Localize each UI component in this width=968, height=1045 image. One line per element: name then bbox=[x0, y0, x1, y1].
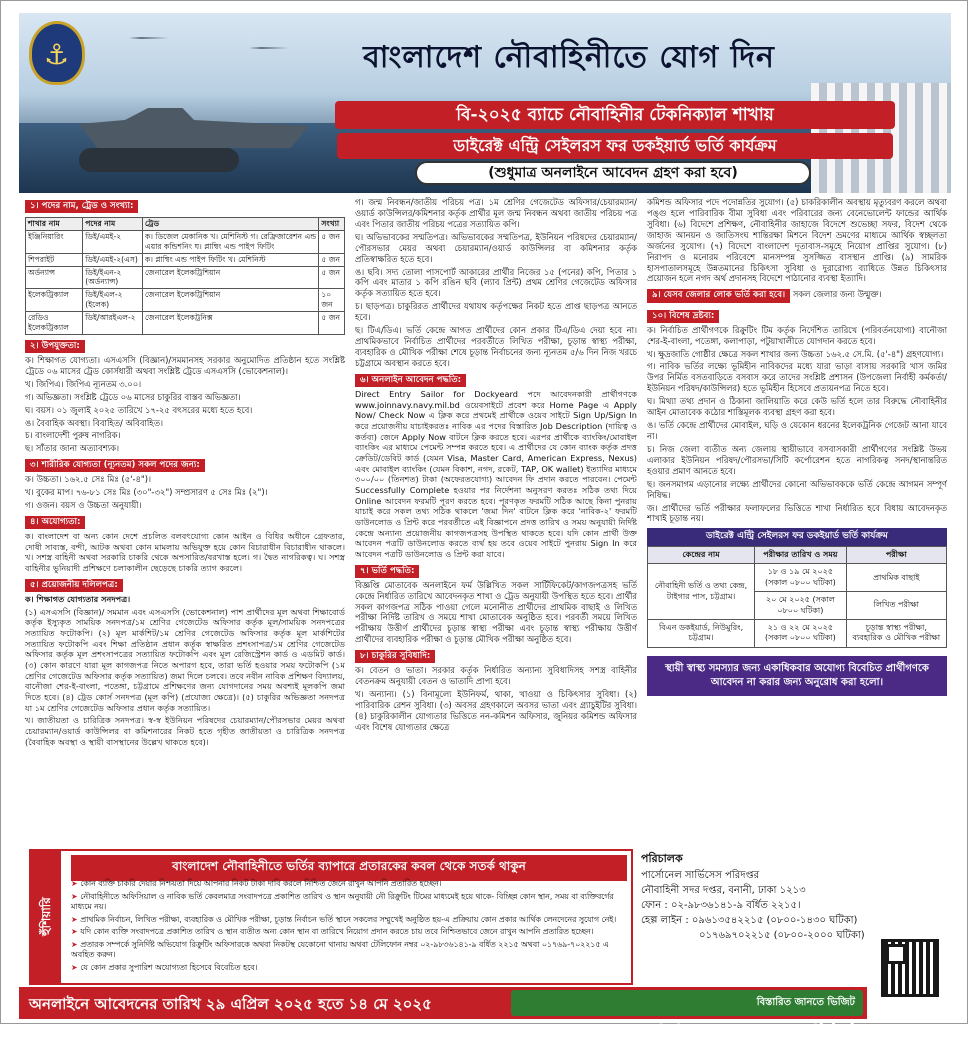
table-cell: অর্ডন্যান্স bbox=[26, 266, 83, 289]
table-cell: জেনারেল ইলেকট্রিশিয়ান bbox=[142, 289, 318, 312]
bullet-icon: ➤ bbox=[71, 939, 81, 949]
section-heading: ১। পদের নাম, ট্রেড ও সংখ্যা: bbox=[25, 200, 138, 213]
paragraph: সকল জেলার জন্য উন্মুক্ত। bbox=[792, 289, 882, 300]
table-cell: ক। প্লাম্বিং এন্ড পাইপ ফিটিং খ। মেশিনিস্ট bbox=[142, 253, 318, 266]
bullet-icon: ➤ bbox=[71, 914, 81, 924]
bullet-icon: ➤ bbox=[71, 879, 81, 888]
list-item: ছ। সাঁতার জানা অত্যাবশ্যক। bbox=[25, 443, 119, 454]
table-cell: প্রাথমিক বাছাই bbox=[846, 564, 946, 592]
posts-table bbox=[25, 217, 345, 335]
section-heading: ৯। যেসব জেলার লোক ভর্তি করা হবে। bbox=[647, 289, 790, 302]
table-cell: ১৮ ও ১৯ মে ২০২৫ (সকাল ০৮০০ ঘটিকা) bbox=[755, 564, 847, 592]
contact-address: নৌবাহিনী সদর দপ্তর, বনানী, ঢাকা ১২১৩ bbox=[641, 884, 806, 896]
paragraph: ঙ। ছবি। সদ্য তোলা পাসপোর্ট আকারের প্রার্থীর নিজের ১৫ (পনের) কপি, পিতার ১ কপি এবং মাতার ১ কপি রঙিন ছবি (ল্যাব প্রিন্ট) প্রথম শ্রেণির গেজেটেড অফিসার কর্তৃক সত্যায়িত হতে হবে। bbox=[355, 266, 637, 299]
table-cell: ডিই/ইএন-২ (অর্ডন্যান্স) bbox=[83, 266, 143, 289]
table-cell: ডিই/এমই-২ bbox=[83, 231, 143, 254]
section-heading: ৮। চাকুরির সুবিধাদি: bbox=[355, 650, 435, 663]
table-header: সংখ্যা bbox=[319, 218, 345, 231]
table-row bbox=[26, 289, 345, 312]
table-cell: ডিই/ইএল-২ (ইলেক) bbox=[83, 289, 143, 312]
qr-code-icon[interactable] bbox=[881, 939, 939, 997]
section-heading: ৫। প্রয়োজনীয় দলিলপত্র: bbox=[25, 579, 123, 592]
contact-role: পরিচালক bbox=[641, 852, 683, 865]
paragraph: (১) এসএসসি (বিজ্ঞান)/ সমমান এবং এসএসসি (ভোকেশনাল) পাশ প্রার্থীদের মূল অথবা শিক্ষাবোর্ড কর্তৃক ইস্যুকৃত সাময়িক সনদপত্র/১ম শ্রেণির গেজেটেড অফিসার কর্তৃক মূল/সাময়িক সনদপত্রের সত্যায়িত ফটোকপি। (২) মূল মার্কশিট/১ম শ্রেণির গেজেটেড অফিসার কর্তৃক মূল মার্কশিটের সত্যায়িত ফটোকপি এবং শিক্ষা প্রতিষ্ঠান প্রধান কর্তৃক স্বাক্ষরিত প্রশংসাপত্র/১ম শ্রেণির গেজেটেড অফিসার কর্তৃক মূল প্রশংসাপত্রের সত্যায়িত ফটোকপি এবং মূল রেজিস্ট্রেশন কার্ড ও এডমিট কার্ড। (৩) কোন কারণে যারা মূল কাগজপত্র নিতে অপারগ হবে, তারা ভর্তি হওয়ার সময় ফটোকপি (১ম শ্রেণির গেজেটেড অফিসার কর্তৃক সত্যায়িত) জমা দিলে চলবে। তবে নবীন নাবিক প্রশিক্ষণ বিদ্যালয়, বানৌজা শের-ই-বাংলা, পতেঙ্গা, চট্টগ্রামে প্রশিক্ষণের জন্য যোগদানের সময় অবশ্যই মূলকপি জমা দিতে হবে। (৪) ট্রেড কোর্স সনদপত্র (মূল কপি) (প্রযোজ্য ক্ষেত্রে)। (৫) চাকুরির অভিজ্ঞতা সনদপত্র যা ১ম শ্রেণির গেজেটেড অফিসার প্রধান কর্তৃক সত্যায়িত। bbox=[25, 606, 345, 713]
table-cell: ৫ জন bbox=[319, 253, 345, 266]
warning-text: যদি কোন ব্যক্তি সংবাদপত্রে প্রকাশিত তারিখ ও স্থান ব্যতীত অন্য কোন স্থান বা তারিখে নিয়োগ প্রদান করতে চায় তবে নিশ্চিতভাবে জেনে রাখুন আপনি প্রতারিত হচ্ছেন। bbox=[80, 927, 594, 937]
table-cell: ১০ জন bbox=[319, 289, 345, 312]
section-heading: ৭। ভর্তি পদ্ধতি: bbox=[355, 565, 419, 578]
table-cell: ৫ জন bbox=[319, 231, 345, 254]
list-item: খ। বুকের মাপ। ৭৬-৮১ সেঃ মিঃ (৩০"-৩২") সম্প্রসারণ ৫ সেঃ মিঃ (২")। bbox=[25, 487, 268, 498]
table-cell: লিখিত পরীক্ষা bbox=[846, 592, 946, 620]
table-cell: ৫ জন bbox=[319, 266, 345, 289]
website-banner bbox=[511, 990, 863, 1039]
subtitle-online-only: (শুধুমাত্র অনলাইনে আবেদন গ্রহণ করা হবে) bbox=[415, 161, 811, 185]
table-cell: ডিই/এমই-২(এস) bbox=[83, 253, 143, 266]
application-dates: অনলাইনে আবেদনের তারিখ ২৯ এপ্রিল ২০২৫ হতে ১৪ মে ২০২৫ bbox=[29, 995, 432, 1013]
contact-hotline: হেল্প লাইন : ০৯৬১৩৫৪২২১৫ (০৮০০-১৪৩০ ঘটিকা) bbox=[641, 914, 858, 926]
paragraph: Direct Entry Sailor for Dockyeard পদে আবেদনকারী প্রার্থীগণকে www.joinnavy.navy.mil.bd ওয়েবসাইটে প্রবেশ করে Home Page এ Apply Now/ Check Now এ ক্লিক করে প্রথমেই প্রার্থীকে ওয়েব সাইটে Sign Up/Sign In করে প্রয়োজনীয় যাচাইকরতঃ নাবিক এর পদের বিস্তারিত Job Description (দায়িত্ব ও কর্তব্য) জেনে Apply Now বাটনে ক্লিক করতে হবে। এরপর প্রার্থীকে ব্যাংকিং/মোবাইল ব্যাংকিং এর মাধ্যমে পেমেন্ট সম্পন্ন করতে হবে। এ প্রার্থীদের যে কোন ব্যাংক কর্তৃক প্রদত্ত ক্রেডিট/ডেবিট কার্ড (যেমন Visa, Master Card, American Express, Nexus) এবং মোবাইল ব্যাংকিং (যেমন বিকাশ, নগদ, রকেট, TAP, OK wallet) ইত্যাদির মাধ্যমে ৩০০/০০ (তিনশত) টাকা (অফেরতযোগ্য) আবেদন ফি প্রদান করতে পারবেন। পেমেন্ট Successfully Complete হওয়ার পর নির্দেশনা অনুসরণ করতঃ সঠিক তথ্য দিয়ে Online আবেদন ফরমটি পূরণ করতে হবে। পূরণকৃত ফরমটি সঠিক আছে কিনা পুনরায় যাচাই করে সকল তথ্য সঠিক থাকলে 'জমা দিন' বাটনে ক্লিক করে 'নাবিক-২' ফরমটি ডাউনলোড ও প্রিন্ট করে পরবর্তীতে এই বিজ্ঞাপনে প্রদত্ত তারিখ ও সময় অনুযায়ী নির্দিষ্ট কেন্দ্রে অন্যান্য প্রয়োজনীয় কাগজপত্রসহ উপস্থিত থাকতে হবে। যদি কোন প্রার্থী উক্ত আবেদন পত্রটি ডাউনলোড করতে ব্যর্থ হয় তবে ওয়েব সাইটে পুনরায় Sign In করে আবেদন পত্রটি ডাউনলোড ও প্রিন্ট করা যাবে। bbox=[355, 389, 637, 559]
list-item bbox=[71, 940, 627, 961]
table-header: ট্রেড bbox=[142, 218, 318, 231]
table-cell: রেডিও ইলেকট্রিক্যাল bbox=[26, 312, 83, 335]
anchor-icon: ⚓ bbox=[44, 38, 70, 71]
section-heading: ২। উপযুক্ততা: bbox=[25, 340, 85, 353]
section-heading: ৩। শারীরিক যোগ্যতা (ন্যূনতম) সকল পদের জন্য: bbox=[25, 459, 205, 472]
section-heading: ৪। অযোগ্যতা: bbox=[25, 516, 85, 529]
warship-image bbox=[79, 108, 309, 148]
column-1 bbox=[25, 197, 345, 512]
list-item bbox=[71, 915, 627, 926]
table-header: শাখার নাম bbox=[26, 218, 83, 231]
list-item: ক। নির্বাচিত প্রার্থীগণকে রিক্রুটিং টিম কর্তৃক নির্দেশিত তারিখে (পরিবর্তনযোগ্য) বানৌজা শের-ই-বাংলা, পতেঙ্গা, কলাপাড়া, পটুয়াখালীতে যোগদান করতে হবে। bbox=[647, 324, 947, 346]
list-item bbox=[71, 892, 627, 913]
table-row bbox=[26, 253, 345, 266]
aircraft-icon bbox=[129, 33, 169, 43]
table-header: পরীক্ষা bbox=[846, 547, 946, 564]
table-cell: ক। ডিজেল মেকানিক খ। মেশিনিস্ট গ। রেফ্রিজারেশন এন্ড এয়ার কন্ডিশনিং ঘ। প্লাম্বিং এন্ড পাইপ ফিটিং bbox=[142, 231, 318, 254]
contact-phone: ফোন : ০২-৯৮৩৬১৪১-৯ বর্ধিত ২২১৫। bbox=[641, 899, 801, 911]
list-item bbox=[71, 879, 627, 890]
list-item: ক। শিক্ষাগত যোগ্যতা। এসএসসি (বিজ্ঞান)/সমমানসহ সরকার অনুমোদিত প্রতিষ্ঠান হতে সংশ্লিষ্ট ট্রেডে ০৬ মাসের ট্রেড কোর্সধারী অথবা সংশ্লিষ্ট ট্রেডে এসএসসি (ভোকেশনাল)। bbox=[25, 354, 345, 376]
table-cell: ইঞ্জিনিয়ারিং bbox=[26, 231, 83, 254]
paragraph: ক। বেতন ও ভাতা। সরকার কর্তৃক নির্ধারিত অন্যান্য সুবিধাদিসহ সশস্ত্র বাহিনীর বেতনক্রম অনুযায়ী বেতন ও ভাতাদি প্রাপ্য হবে। bbox=[355, 665, 637, 687]
paragraph: ছ। টিএ/ডিএ। ভর্তি কেন্দ্রে আগত প্রার্থীদের কোন প্রকার টিএ/ডিএ দেয়া হবে না। প্রাথমিকভাবে নির্বাচিত প্রার্থীদের পরবর্তীতে লিখিত পরীক্ষা, চূড়ান্ত স্বাস্থ্য পরীক্ষা, ব্যবহারিক ও মৌখিক পরীক্ষা শেষে চূড়ান্ত নির্বাচনের জন্য ন্যূনতম ৫/৬ দিন নিজ খরচে চট্টগ্রামে অবস্থান করতে হবে। bbox=[355, 325, 637, 368]
list-item bbox=[71, 927, 627, 938]
table-row bbox=[26, 266, 345, 289]
list-item: ঘ। মিথ্যা তথ্য প্রদান ও ঠিকানা জালিয়াতি করে কেউ ভর্তি হলে তার বিরুদ্ধে নৌবাহিনীর আইন মোতাবেক কঠোর শাস্তিমূলক ব্যবস্থা গ্রহণ করা হবে। bbox=[647, 396, 947, 418]
main-title: বাংলাদেশ নৌবাহিনীতে যোগ দিন bbox=[363, 40, 775, 75]
footer-bar bbox=[19, 987, 867, 1039]
list-item: খ। ক্ষুদ্রজাতি গোষ্ঠীর ক্ষেত্রে সকল শাখার জন্য উচ্চতা ১৬২.৫ সে.মি. (৫'-৪") গ্রহণযোগ্য। bbox=[647, 348, 944, 359]
list-item: চ। বাংলাদেশী পুরুষ নাগরিক। bbox=[25, 430, 121, 441]
table-cell: ২১ ও ২২ মে ২০২৫ (সকাল ০৮০০ ঘটিকা) bbox=[755, 620, 847, 648]
paragraph: খ। জাতীয়তা ও চারিত্রিক সনদপত্র। স্ব-স্ব ইউনিয়ন পরিষদের চেয়ারম্যান/পৌরসভার মেয়র অথবা চেয়ারম্যান/ওয়ার্ড কাউন্সিলর বা কমিশনারের নিকট হতে গৃহীত জাতীয়তা ও চারিত্রিক সনদপত্র (বৈবাহিক অবস্থা ও স্থায়ী বাসস্থানের উল্লেখ থাকতে হবে)। bbox=[25, 715, 345, 747]
submarine-image bbox=[79, 148, 239, 172]
column-2 bbox=[355, 197, 637, 837]
paragraph: গ। জন্ম নিবন্ধন/জাতীয় পরিচয় পত্র। ১ম শ্রেণির গেজেটেড অফিসার/চেয়ারম্যান/ওয়ার্ড কাউন্সিলর/কমিশনার কর্তৃক প্রার্থীর মূল জন্ম নিবন্ধন অথবা জাতীয় পরিচয় পত্র এবং পিতার জাতীয় পরিচয় পত্রের সত্যায়িত কপি। bbox=[355, 197, 637, 229]
table-cell: শিপরাইট bbox=[26, 253, 83, 266]
bullet-icon: ➤ bbox=[71, 891, 81, 901]
contact-dept: পার্সোনেল সার্ভিসেস পরিদপ্তর bbox=[641, 869, 760, 881]
list-item: ঙ। ভর্তি কেন্দ্রে প্রার্থীদের মোবাইল, ঘড়ি ও যেকোন ধরনের ইলেকট্রনিক গেজেট আনা যাবে না। bbox=[647, 420, 947, 442]
schedule-title: ডাইরেক্ট এন্ট্রি সেইলরস ফর ডকইয়ার্ড ভর্তি কার্যক্রম bbox=[647, 528, 947, 546]
table-row bbox=[26, 231, 345, 254]
list-item: ছ। জনসমাগম এড়ানোর লক্ষ্যে প্রার্থীদের কোনো অভিভাবককে ভর্তি কেন্দ্রে আগমন সম্পূর্ণ নিষিদ্ধ। bbox=[647, 478, 947, 500]
table-cell: জেনারেল ইলেকট্রনিক্স bbox=[142, 312, 318, 335]
warning-title: বাংলাদেশ নৌবাহিনীতে ভর্তির ব্যাপারে প্রতারকের কবল থেকে সতর্ক থাকুন bbox=[71, 855, 627, 881]
table-cell: ২০ মে ২০২৫ (সকাল ০৮০০ ঘটিকা) bbox=[755, 592, 847, 620]
paragraph: খ। অন্যান্য। (১) বিনামূল্যে ইউনিফর্ম, থাকা, খাওয়া ও চিকিৎসার সুবিধা। (২) পারিবারিক রেশন সুবিধা। (৩) অবসর গ্রহণকালে অবসর ভাতা এবং গ্র্যাচুইটির সুবিধা। (৪) চাকুরিকালীন যোগ্যতার ভিত্তিতে নন-কমিশন অফিসার, জুনিয়র কমিশন্ড অফিসার এবং বিশেষ যোগ্যতার ক্ষেত্রে bbox=[355, 689, 637, 732]
table-row bbox=[26, 312, 345, 335]
navy-logo bbox=[29, 21, 85, 85]
paragraph: কমিশন্ড অফিসার পদে পদোন্নতির সুযোগ। (৫) চাকরিকালীন অবস্থায় মৃত্যুবরণ করলে অথবা পঙ্গু হলে পারিবারিক বীমা সুবিধা এবং পরিবারের জন্য বেনেভোলেন্ট ফান্ডের আর্থিক সুবিধা। (৬) বিদেশে প্রশিক্ষণ, নৌবাহিনীর জাহাজে বিদেশে শুভেচ্ছা সফর, বিদেশ থেকে জাহাজ আনয়ন ও জাতিসংঘ শান্তিরক্ষা মিশনে বিদেশ ভ্রমণের মাধ্যমে আর্থিক স্বচ্ছলতা অর্জনের সুযোগ। (৭) বিদেশে বাংলাদেশ দূতাবাস-সমূহে নিয়োগ প্রাপ্তির সুযোগ। (৮) নিরাপদ ও মনোরম পরিবেশে মানসম্পন্ন সুসজ্জিত বাসস্থান প্রাপ্তি। (৯) সামরিক হাসপাতালসমূহে উন্নতমানের চিকিৎসা সুবিধা ও দুরারোগ্য ব্যাধিতে উন্নত চিকিৎসার প্রয়োজন হলে নগদ অর্থ প্রদানসহ বিদেশে পাঠানোর ব্যবস্থা ইত্যাদি। bbox=[647, 197, 947, 284]
bullet-icon: ➤ bbox=[71, 962, 81, 972]
column-1-lower bbox=[25, 513, 345, 843]
list-item bbox=[71, 963, 627, 974]
subtitle-program: ডাইরেক্ট এন্ট্রি সেইলরস ফর ডকইয়ার্ড ভর্তি কার্যক্রম bbox=[337, 133, 893, 159]
table-row bbox=[648, 620, 947, 648]
fraud-warning-box bbox=[29, 849, 633, 985]
schedule-box bbox=[647, 528, 947, 647]
bullet-icon: ➤ bbox=[71, 927, 81, 937]
section-heading: ৬। অনলাইন আবেদন পদ্ধতি: bbox=[355, 374, 466, 387]
list-item: গ। অভিজ্ঞতা। সংশ্লিষ্ট ট্রেডে ০৬ মাসের চাকুরির বাস্তব অভিজ্ঞতা। bbox=[25, 391, 241, 402]
section-heading: ১০। বিশেষ দ্রষ্টব্য: bbox=[647, 310, 719, 323]
list-item: চ। নিজ জেলা ব্যতীত অন্য জেলায় স্থায়ীভাবে বসবাসকারী প্রার্থীগণের সংশ্লিষ্ট উভয় এলাকার ইউনিয়ন পরিষদ/পৌরসভা/সিটি কর্পোরেশন হতে নাগরিকত্ব সনদ/স্থানান্তরিত হওয়ার প্রমাণ আনতে হবে। bbox=[647, 443, 947, 476]
contact-block bbox=[641, 851, 871, 943]
table-cell: নৌবাহিনী ভর্তি ও তথ্য কেন্দ্র, টাইগার পাস, চট্টগ্রাম। bbox=[648, 564, 755, 620]
paragraph: ক। বাংলাদেশ বা অন্য কোন দেশে প্রচলিত বলবৎযোগ্য কোন আইন ও বিধির অধীনে গ্রেফতার, দোষী সাব্যস্ত, বন্দী, আটক অথবা কোন মামলায় অভিযুক্ত হয়ে কোন বিচারাধীন বিচারাধীন থাকলে। খ। সশস্ত্র বাহিনী অথবা সরকারি চাকরি থেকে অপসারিত/বরখাস্ত হলে। গ। দ্বৈত নাগরিকত্ব। ঘ। সশস্ত্র বাহিনীর ভুনিয়াদী প্রশিক্ষণে চলাকালীন ছেড়েছে চাকরি ত্যাগ করলে। bbox=[25, 531, 345, 574]
table-cell: জেনারেল ইলেকট্রিশিয়ান bbox=[142, 266, 318, 289]
table-cell: ৫ জন bbox=[319, 312, 345, 335]
warning-text: কোন ব্যক্তি চাকরি দেয়ার নিশ্চয়তা দিয়ে আপনার নিকট টাকা দাবি করলে নিশ্চিত জেনে রাখুন আপনি প্রতারিত হচ্ছেন। bbox=[80, 879, 442, 888]
warning-list bbox=[71, 879, 627, 975]
visit-label: বিস্তারিত জানতে ভিজিট করুন bbox=[581, 997, 855, 1037]
paragraph: ঘ। অভিভাবকের সম্মতিপত্র। অভিভাবকের সম্মতিপত্র, ইউনিয়ন পরিষদের চেয়ারম্যান/পৌরসভার মেয়র অথবা চেয়ারম্যান/ওয়ার্ড কাউন্সিলর বা কমিশনার কর্তৃক প্রতিস্বাক্ষরিত হতে হবে। bbox=[355, 231, 637, 264]
warning-text: প্রাথমিক নির্বাচন, লিখিত পরীক্ষা, ব্যবহারিক ও মৌখিক পরীক্ষা, চূড়ান্ত নির্বাচন ভর্তি স্থানে সকলের সম্মুখেই অনুষ্ঠিত হয়-এ প্রক্রিয়ায় কোন প্রকার আর্থিক লেনদেনের সুযোগ নেই। bbox=[80, 914, 617, 924]
subtitle-batch: বি-২০২৫ ব্যাচে নৌবাহিনীর টেকনিক্যাল শাখায় bbox=[335, 101, 895, 129]
warning-side-label: হুঁশিয়ারি bbox=[31, 851, 61, 983]
schedule-table bbox=[647, 546, 947, 648]
warning-text: যে কোন প্রকার সুপারিশ অযোগ্যতা হিসেবে বিবেচিত হবে। bbox=[80, 962, 258, 972]
list-item: ঘ। বয়স। ০১ জুলাই ২০২৫ তারিখে ১৭-২৫ বৎসরের মধ্যে হতে হবে। bbox=[25, 404, 253, 415]
paragraph: বিজ্ঞপ্তি মোতাবেক অনলাইনে ফর্ম উল্লিখিত সকল সার্টিফিকেট/কাগজপত্রসহ ভর্তি কেন্দ্রে নির্ধারিত তারিখে আবেদনকৃত শাখা ও ট্রেড অনুযায়ী উপস্থিত হতে হবে। প্রার্থীর সকল কাগজপত্র সঠিক পাওয়া গেলে মনোনীত প্রার্থীদের প্রাথমিক বাছাই ও লিখিত পরীক্ষা নির্দিষ্ট তারিখ ও সময়ে শাখা মোতাবেক অনুষ্ঠিত হবে। পরবর্তী সময়ে লিখিত পরীক্ষায় উত্তীর্ণ প্রার্থীদের চূড়ান্ত স্বাস্থ্য পরীক্ষা এবং চূড়ান্ত স্বাস্থ্য পরীক্ষায় উত্তীর্ণ প্রার্থীদের ব্যবহারিক পরীক্ষা ও চূড়ান্ত মৌখিক পরীক্ষা অনুষ্ঠিত হবে। bbox=[355, 579, 637, 645]
website-link[interactable]: www.joinnavy.navy.mil.bd bbox=[605, 1019, 855, 1039]
header-banner bbox=[19, 13, 951, 193]
table-header: পদের নাম bbox=[83, 218, 143, 231]
table-header: পরীক্ষার তারিখ ও সময় bbox=[755, 547, 847, 564]
warning-text: নৌবাহিনীতে অফিসিয়াল ও নাবিক ভর্তি কেবলমাত্র সংবাদপত্রে প্রকাশিত তারিখ ও স্থান অনুযায়ী নৌ রিক্রুটিং টিমের মাধ্যমেই হয়ে থাকে- বিচ্ছিন্ন কোন স্থান, সময় বা ব্যক্তিবর্গের মাধ্যমে নয়। bbox=[71, 891, 614, 912]
list-item: গ। ওজন। বয়স ও উচ্চতা অনুযায়ী। bbox=[25, 500, 142, 511]
list-item: জ। প্রার্থীদের ভর্তি পরীক্ষার ফলাফলের ভিত্তিতে শাখা নির্ধারিত হবে বিধায় আবেদনকৃত শাখাই চূড়ান্ত নয়। bbox=[647, 502, 947, 524]
table-row bbox=[648, 564, 947, 592]
table-cell: ইলেকট্রিক্যাল bbox=[26, 289, 83, 312]
table-header: কেন্দ্রের নাম bbox=[648, 547, 755, 564]
list-item: গ। নাবিক ভর্তির লক্ষ্যে ভূমিহীন নাবিকদের মধ্যে যারা ভাড়া বাসায় সরকারি খাস জমির উপর নির্মিত বসতবাড়িতে বসবাস করে তাদের সংশ্লিষ্ট প্রশাসন (উপজেলা নির্বাহী কর্মকর্তা/ইউনিয়ন পরিষদ/কাউন্সিলর) হতে ভূমিহীন হিসেবে প্রত্যয়নপত্র নিতে হবে। bbox=[647, 361, 947, 394]
list-item: ক। উচ্চতা। ১৬২.৫ সেঃ মিঃ (৫'-৪")। bbox=[25, 474, 152, 485]
column-3 bbox=[647, 197, 947, 837]
warning-text: প্রতারক সম্পর্কে সুনির্দিষ্ট অভিযোগ রিক্রুটিং অফিসারকে অথবা নিকটস্থ যেকোনো থানায় অথবা টেলিফোন নম্বর ০২-৯৮৩৬১৪১-৯ বর্ধিত ২২১৫ অথবা ০১৭৬৯-৭০২২১৫ এ অবহিত করুন। bbox=[71, 939, 609, 960]
table-cell: চূড়ান্ত স্বাস্থ্য পরীক্ষা, ব্যবহারিক ও মৌখিক পরীক্ষা bbox=[846, 620, 946, 648]
sub-heading: ক। শিক্ষাগত যোগ্যতার সনদপত্র। bbox=[25, 593, 131, 604]
table-cell: ডিই/আরইএল-২ bbox=[83, 312, 143, 335]
contact-hotline: ০১৭৬৯৭০২২১৫ (০৮০০-২০০০ ঘটিকা) bbox=[699, 929, 865, 941]
health-notice: স্থায়ী স্বাস্থ্য সমস্যার জন্য একাধিকবার অযোগ্য বিবেচিত প্রার্থীগণকে আবেদন না করার জন্য অনুরোধ করা হলো। bbox=[647, 656, 947, 696]
paragraph: চ। ছাড়পত্র। চাকুরিরত প্রার্থীদের যথাযথ কর্তৃপক্ষের নিকট হতে প্রাপ্ত ছাড়পত্র আনতে হবে। bbox=[355, 301, 637, 323]
list-item: ঙ। বৈবাহিক অবস্থা। বিবাহিত/ অবিবাহিত। bbox=[25, 417, 163, 428]
table-cell: বিএন ডকইয়ার্ড, নিউমুরিং, চট্টগ্রাম। bbox=[648, 620, 755, 648]
list-item: খ। জিপিএ। জিপিএ ন্যূনতম ৩.০০। bbox=[25, 378, 142, 389]
